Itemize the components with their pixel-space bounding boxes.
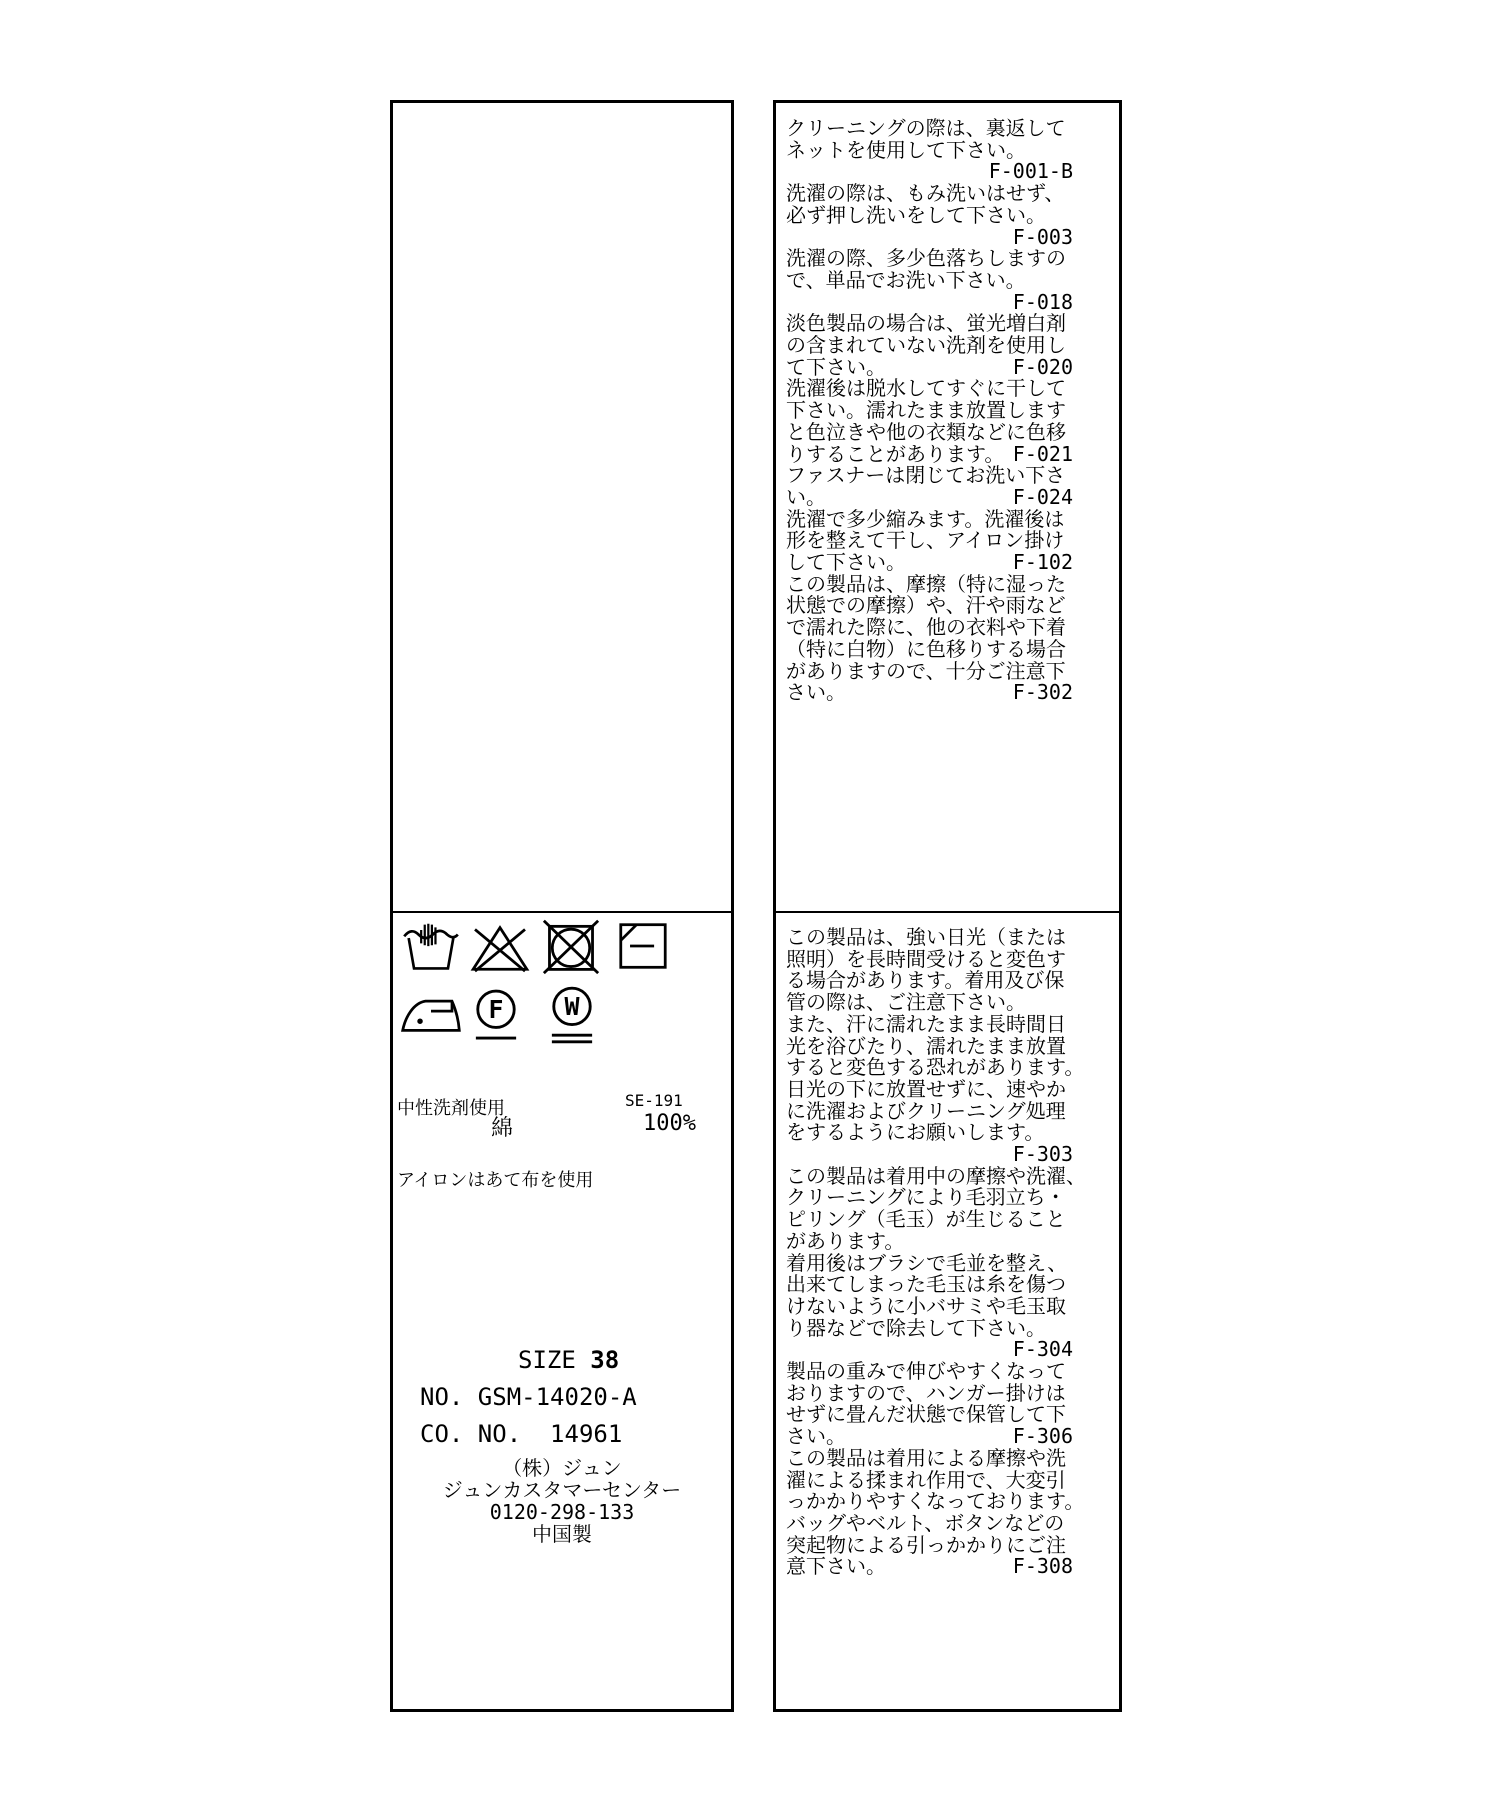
care-instruction-line xyxy=(786,1076,1073,1101)
care-instruction-line xyxy=(786,137,1073,162)
care-instruction-text: い。 xyxy=(786,484,826,509)
care-instruction-line xyxy=(786,378,1073,400)
care-instruction-line xyxy=(786,1163,1086,1188)
care-instruction-text: 照明）を長時間受けると変色す xyxy=(786,946,1066,971)
care-instruction-line xyxy=(786,1467,1073,1492)
care-instruction-line xyxy=(786,992,1073,1014)
flat-dry-in-shade-icon xyxy=(617,921,669,971)
care-instruction-text: りすることがあります。 xyxy=(786,441,1005,466)
care-instruction-line xyxy=(786,636,1073,661)
care-instruction-line xyxy=(786,1489,1085,1514)
care-instruction-line xyxy=(786,289,1073,314)
dry-clean-F-gentle-icon xyxy=(473,988,519,1044)
care-instruction-text: この製品は、摩擦（特に湿った xyxy=(786,571,1066,596)
care-notes xyxy=(397,1049,593,1241)
care-instruction-text: この製品は、強い日光（または xyxy=(786,925,1066,949)
maker-block xyxy=(393,1457,731,1545)
care-instruction-text: 洗濯後は脱水してすぐに干して xyxy=(786,376,1066,401)
care-instruction-line xyxy=(786,335,1073,357)
size-value: 38 xyxy=(590,1346,620,1374)
care-instruction-line xyxy=(786,354,1073,379)
care-instruction-line xyxy=(786,267,1073,292)
fabric-percentage: 100% xyxy=(643,1111,696,1136)
care-instruction-line xyxy=(786,161,1073,183)
care-instruction-line xyxy=(786,1250,1073,1275)
care-instruction-line xyxy=(786,441,1073,466)
care-note-detergent: 中性洗剤使用 xyxy=(397,1098,505,1119)
care-instruction-line xyxy=(786,1510,1073,1535)
care-instruction-text: して下さい。 xyxy=(786,550,906,575)
care-instruction-text: る場合があります。着用及び保 xyxy=(786,968,1065,993)
wet-clean-W-very-gentle-icon xyxy=(549,985,595,1047)
care-instruction-line xyxy=(786,1144,1073,1166)
care-instruction-line xyxy=(786,682,1073,704)
care-instruction-text: ピリング（毛玉）が生じること xyxy=(786,1207,1066,1232)
care-instruction-line xyxy=(786,1209,1073,1231)
care-instruction-line xyxy=(786,419,1073,444)
care-instruction-line xyxy=(786,595,1073,617)
care-instruction-code: F-024 xyxy=(1012,484,1073,509)
care-instruction-line xyxy=(786,1315,1073,1340)
care-instruction-text: クリーニングの際は、裏返して xyxy=(786,116,1066,140)
care-note-iron-cloth: アイロンはあて布を使用 xyxy=(397,1170,594,1191)
care-instruction-line xyxy=(786,970,1073,992)
care-instruction-code: F-020 xyxy=(1012,354,1073,379)
dry-clean-letter: F xyxy=(488,994,504,1024)
care-instruction-line xyxy=(786,1532,1073,1557)
care-instruction-text: 必ず押し洗いをして下さい。 xyxy=(786,202,1046,227)
care-instruction-text: 洗濯で多少縮みます。洗濯後は xyxy=(786,506,1065,531)
care-instruction-line xyxy=(786,506,1073,531)
care-instruction-line xyxy=(786,313,1073,335)
care-instruction-text: と色泣きや他の衣類などに色移 xyxy=(786,419,1066,444)
size-label: SIZE xyxy=(518,1346,591,1374)
care-instruction-text: おりますので、ハンガー掛けは xyxy=(786,1380,1066,1405)
care-instruction-text: て下さい。 xyxy=(786,354,886,379)
hand-wash-icon xyxy=(402,922,460,972)
care-instruction-line xyxy=(786,248,1073,270)
care-instruction-line xyxy=(786,1361,1073,1383)
do-not-bleach-icon xyxy=(470,923,530,973)
care-instruction-text: がありますので、十分ご注意下 xyxy=(786,658,1066,683)
care-instructions-bottom xyxy=(786,925,1086,1579)
care-instruction-text: 着用後はブラシで毛並を整え、 xyxy=(786,1250,1068,1275)
care-instruction-line xyxy=(786,484,1073,509)
iron-low-heat-icon xyxy=(400,992,462,1034)
care-instruction-text: この製品は着用による摩擦や洗 xyxy=(786,1445,1066,1470)
care-instruction-text: ネットを使用して下さい。 xyxy=(786,137,1026,162)
care-instruction-line xyxy=(786,1122,1073,1144)
care-instruction-code: F-001-B xyxy=(988,159,1073,184)
care-instruction-text: バッグやベルト、ボタンなどの xyxy=(786,1510,1065,1535)
care-instruction-line xyxy=(786,552,1073,574)
care-instruction-text: 突起物による引っかかりにご注 xyxy=(786,1532,1066,1557)
care-instruction-text: の含まれていない洗剤を使用し xyxy=(786,333,1066,358)
care-instruction-text: 状態での摩擦）や、汗や雨など xyxy=(786,593,1066,618)
care-instruction-text: 管の際は、ご注意下さい。 xyxy=(786,990,1026,1015)
care-instruction-line xyxy=(786,183,1073,205)
care-instruction-text: に洗濯およびクリーニング処理 xyxy=(786,1098,1066,1123)
maker-phone: 0120-298-133 xyxy=(489,1500,635,1524)
care-instruction-line xyxy=(786,465,1073,487)
item-number: NO. GSM-14020-A xyxy=(420,1383,637,1411)
care-instruction-line xyxy=(786,1098,1073,1123)
care-instruction-text: この製品は着用中の摩擦や洗濯、 xyxy=(786,1163,1086,1188)
care-instruction-text: 意下さい。 xyxy=(786,1554,886,1579)
country-of-origin: 中国製 xyxy=(532,1522,592,1546)
care-instruction-line xyxy=(786,1011,1073,1036)
care-instruction-text: 出来てしまった毛玉は糸を傷つ xyxy=(786,1272,1066,1297)
do-not-tumble-dry-icon xyxy=(541,917,601,975)
care-instruction-line xyxy=(786,658,1073,683)
care-instruction-text: っかかりやすくなっております。 xyxy=(786,1489,1085,1514)
care-instruction-text: ファスナーは閉じてお洗い下さ xyxy=(786,463,1066,488)
care-instruction-text: 日光の下に放置せずに、速やか xyxy=(786,1076,1066,1101)
care-instruction-text: 形を整えて干し、アイロン掛け xyxy=(786,528,1065,553)
maker-customer-center: ジュンカスタマーセンター xyxy=(442,1478,682,1502)
care-instruction-code: F-304 xyxy=(1012,1337,1073,1362)
care-instruction-text: せずに畳んだ状態で保管して下 xyxy=(786,1402,1066,1427)
care-instruction-code: F-308 xyxy=(1012,1554,1073,1579)
care-instruction-line xyxy=(786,1556,1073,1578)
care-instruction-code: F-003 xyxy=(1012,224,1073,249)
care-instruction-line xyxy=(786,927,1073,949)
care-instruction-text: けないように小バサミや毛玉取 xyxy=(786,1293,1066,1318)
care-instruction-line xyxy=(786,1033,1073,1058)
right-panel-divider xyxy=(776,911,1119,913)
wet-clean-letter: W xyxy=(564,992,580,1022)
care-instruction-line xyxy=(786,1339,1073,1361)
maker-company: （株）ジュン xyxy=(502,1456,622,1480)
care-instruction-text: をするようにお願いします。 xyxy=(786,1120,1045,1145)
left-panel-divider xyxy=(393,911,731,913)
care-instruction-text: り器などで除去して下さい。 xyxy=(786,1315,1046,1340)
care-instruction-line xyxy=(786,1445,1073,1470)
care-instruction-text: クリーニングにより毛羽立ち・ xyxy=(786,1185,1066,1210)
care-instruction-text: で、単品でお洗い下さい。 xyxy=(786,267,1026,292)
care-instruction-code: F-302 xyxy=(1012,680,1073,705)
care-instruction-text: また、汗に濡れたまま長時間日 xyxy=(786,1011,1066,1036)
care-instruction-line xyxy=(786,1426,1073,1448)
care-instruction-line xyxy=(786,1404,1073,1426)
left-label-panel xyxy=(390,100,734,1712)
care-instruction-text: 光を浴びたり、濡れたまま放置 xyxy=(786,1033,1066,1058)
fabric-material: 綿 xyxy=(491,1116,514,1141)
care-instruction-text: 洗濯の際は、もみ洗いはせず、 xyxy=(786,181,1065,206)
control-number: CO. NO. 14961 xyxy=(420,1420,623,1448)
care-instruction-code: F-102 xyxy=(1012,550,1073,575)
care-instruction-line xyxy=(786,1293,1073,1318)
care-instruction-text: （特に白物）に色移りする場合 xyxy=(786,636,1066,661)
care-instruction-text: さい。 xyxy=(786,1424,846,1449)
care-instruction-line xyxy=(786,118,1073,140)
care-instruction-line xyxy=(786,530,1073,552)
care-instruction-code: F-018 xyxy=(1012,289,1073,314)
care-instruction-text: 淡色製品の場合は、蛍光増白剤 xyxy=(786,311,1066,336)
quality-code: SE-191 xyxy=(625,1091,683,1110)
care-instruction-line xyxy=(786,571,1073,596)
care-instruction-line xyxy=(786,1274,1073,1296)
care-instruction-text: 濯による揉まれ作用で、大変引 xyxy=(786,1467,1066,1492)
care-instruction-line xyxy=(786,1055,1085,1080)
care-instruction-code: F-303 xyxy=(1012,1142,1073,1167)
size-line xyxy=(518,1346,619,1374)
care-instruction-text: 製品の重みで伸びやすくなって xyxy=(786,1359,1066,1384)
fabric-composition xyxy=(491,1111,696,1142)
care-instruction-line xyxy=(786,1228,1073,1253)
care-instruction-line xyxy=(786,202,1073,227)
care-instruction-line xyxy=(786,946,1073,971)
care-instructions-top xyxy=(786,118,1073,704)
right-label-panel xyxy=(773,100,1122,1712)
care-instruction-line xyxy=(786,1380,1073,1405)
care-instruction-text: すると変色する恐れがあります。 xyxy=(786,1055,1085,1080)
care-instruction-text: があります。 xyxy=(786,1228,905,1253)
care-instruction-code: F-306 xyxy=(1012,1424,1073,1449)
care-instruction-line xyxy=(786,1187,1073,1209)
care-instruction-line xyxy=(786,617,1073,639)
care-instruction-line xyxy=(786,224,1073,249)
care-instruction-code: F-021 xyxy=(1012,441,1073,466)
care-instruction-line xyxy=(786,400,1073,422)
care-instruction-text: で濡れた際に、他の衣料や下着 xyxy=(786,615,1066,640)
care-instruction-text: 下さい。濡れたまま放置します xyxy=(786,398,1066,423)
care-instruction-text: 洗濯の際、多少色落ちしますの xyxy=(786,246,1066,271)
care-instruction-text: さい。 xyxy=(786,680,846,705)
